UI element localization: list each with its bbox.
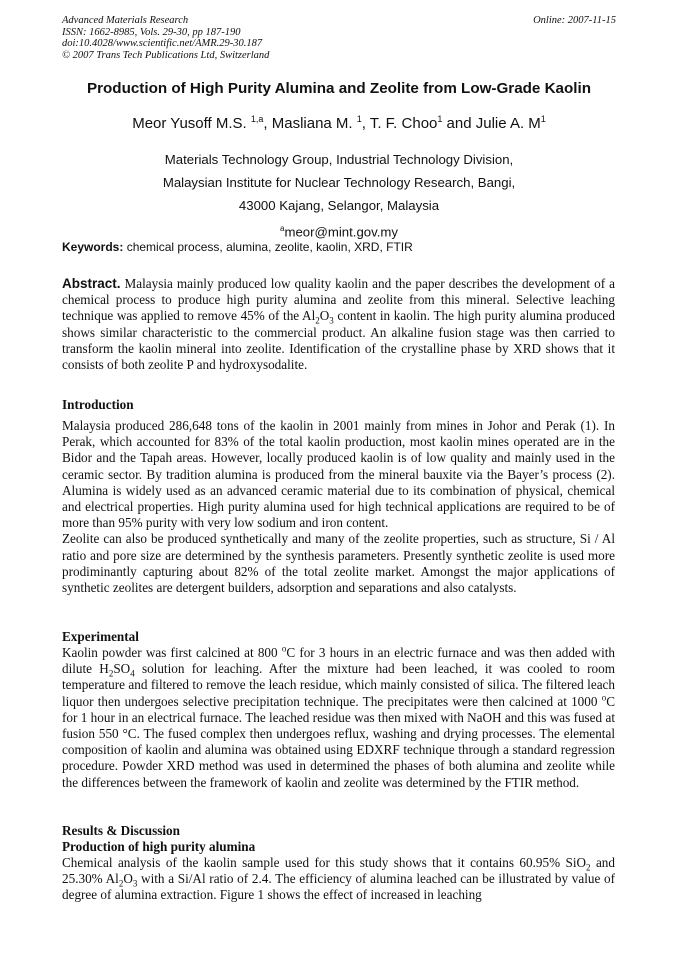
- author-2-sup: 1: [356, 114, 362, 124]
- experimental-sub-1: 2: [108, 668, 114, 679]
- results-text-3: O: [123, 871, 133, 887]
- experimental-text-1: Kaolin powder was first calcined at 800: [62, 645, 282, 660]
- doi-line: doi:10.4028/www.scientific.net/AMR.29-30.187: [62, 38, 263, 49]
- author-3: , T. F. Choo: [361, 115, 438, 132]
- keywords-label: Keywords:: [62, 240, 124, 254]
- affiliation-line-1: Materials Technology Group, Industrial Technology Division,: [164, 152, 514, 167]
- abstract-text-3: content in kaolin. The high purity alumina produced shows similar characteristic to the commercial product. An alkaline fusion stage was then carried to transform the kaolin mineral into zeolite. Identification of the crystalline phase by XRD shows that it consists of both zeolite P and hydroxysodalite.: [62, 308, 615, 373]
- email-sup: a: [280, 224, 285, 233]
- keywords-text: chemical process, alumina, zeolite, kaolin, XRD, FTIR: [123, 240, 413, 254]
- experimental-sub-2: 4: [130, 668, 135, 679]
- journal-name: Advanced Materials Research: [62, 15, 189, 26]
- abstract-label: Abstract.: [62, 276, 121, 291]
- introduction-paragraph-2: Zeolite can also be produced synthetically and many of the zeolite properties, such as structure, Si / Al ratio and pore size are determined by the synthesis parameters. Presently synthetic zeolite is used more prodiminantly capturing about 82% of the total zeolite market. Amongst the major applications of synthetic zeolites are detergent builders, adsorption and separations and also catalysts.: [62, 531, 615, 596]
- copyright-line: © 2007 Trans Tech Publications Ltd, Switzerland: [62, 49, 270, 61]
- author-4: and Julie A. M: [442, 115, 541, 132]
- experimental-text-4: solution for leaching. After the mixture had been leached, it was cooled to room temperature and filtered to remove the leach residue, which mainly consisted of silica. The filtered leach liquor then undergoes selective precipitation technique. The precipitates were then calcined at 1000: [62, 661, 615, 709]
- issn-line: ISSN: 1662-8985, Vols. 29-30, pp 187-190: [62, 26, 241, 38]
- author-list: [0, 114, 678, 132]
- degree-sup-2: o: [601, 692, 607, 703]
- paper-title: Production of High Purity Alumina and Zeolite from Low-Grade Kaolin: [86, 80, 591, 97]
- author-4-sup: 1: [540, 114, 546, 124]
- abstract-text-2: O: [319, 308, 330, 324]
- results-sub-1: 2: [586, 862, 591, 873]
- experimental-text-5: C for 1 hour in an electrical furnace. The leached residue was then mixed with NaOH and this was fused at fusion 550 °C. The fused complex then undergoes reflux, washing and drying processes. The elemental composition of kaolin and alumina was obtained using EDXRF technique through a standard regression procedure. Powder XRD method was used in determined the phases of both alumina and zeolite while the differences between the framework of kaolin and zeolite was determined by the FTIR method.: [62, 693, 615, 790]
- abstract-text-1: Malaysia mainly produced low quality kaolin and the paper describes the development of a chemical process to produce high purity alumina and zeolite from this mineral. Selective leaching technique was applied to remove 45% of the Al: [62, 276, 615, 324]
- degree-sup-1: o: [281, 643, 287, 654]
- author-2: , Masliana M.: [263, 115, 357, 132]
- online-date: Online: 2007-11-15: [533, 15, 616, 26]
- abstract-sub-2: 3: [329, 316, 334, 327]
- journal-header: [62, 15, 269, 61]
- experimental-body: [62, 645, 615, 791]
- affiliation-line-2: Malaysian Institute for Nuclear Technology Research, Bangi,: [162, 175, 516, 190]
- results-sub-2: 2: [118, 878, 124, 889]
- results-text-2: and 25.30% Al: [62, 855, 615, 887]
- affiliation-line-3: 43000 Kajang, Selangor, Malaysia: [238, 198, 440, 213]
- results-subheading: Production of high purity alumina: [62, 839, 256, 854]
- author-1: Meor Yusoff M.S.: [132, 115, 251, 132]
- results-heading: Results & Discussion: [62, 823, 180, 838]
- results-sub-3: 3: [132, 878, 138, 889]
- results-body: [62, 855, 615, 904]
- results-text-4: with a Si/Al ratio of 2.4. The efficiency of alumina leached can be illustrated by value of degree of alumina extraction. Figure 1 shows the effect of increased in leaching: [62, 871, 616, 903]
- experimental-heading: Experimental: [62, 629, 139, 644]
- abstract-sub-1: 2: [315, 316, 320, 327]
- introduction-heading: Introduction: [62, 397, 134, 412]
- affiliation-block: [0, 148, 678, 243]
- author-3-sup: 1: [437, 114, 443, 124]
- introduction-paragraph-1: Malaysia produced 286,648 tons of the kaolin in 2001 mainly from mines in Johor and Perak (1). In Perak, which accounted for 83% of the total kaolin production, most kaolin mines operated are in the Bidor and the Tapah areas. However, locally produced kaolin is of low quality and mainly used in the ceramic sector. By tradition alumina is produced from the mineral bauxite via the Bayer’s process (2). Alumina is widely used as an advanced ceramic material due to its combination of physical, chemical and electrical properties. High purity alumina used for high technical applications are required to be of more than 95% purity with very low sodium and iron content.: [62, 418, 615, 531]
- author-1-sup: 1,a: [250, 114, 264, 124]
- results-text-1: Chemical analysis of the kaolin sample used for this study shows that it contains 60.95% SiO: [62, 855, 587, 870]
- abstract: [62, 276, 615, 373]
- email-address[interactable]: meor@mint.gov.my: [284, 224, 398, 240]
- keywords-line: [62, 240, 413, 254]
- experimental-text-2: C for 3 hours in an electric furnace and was then added with dilute H: [62, 645, 616, 677]
- introduction-body: [62, 418, 615, 596]
- experimental-text-3: SO: [113, 661, 131, 677]
